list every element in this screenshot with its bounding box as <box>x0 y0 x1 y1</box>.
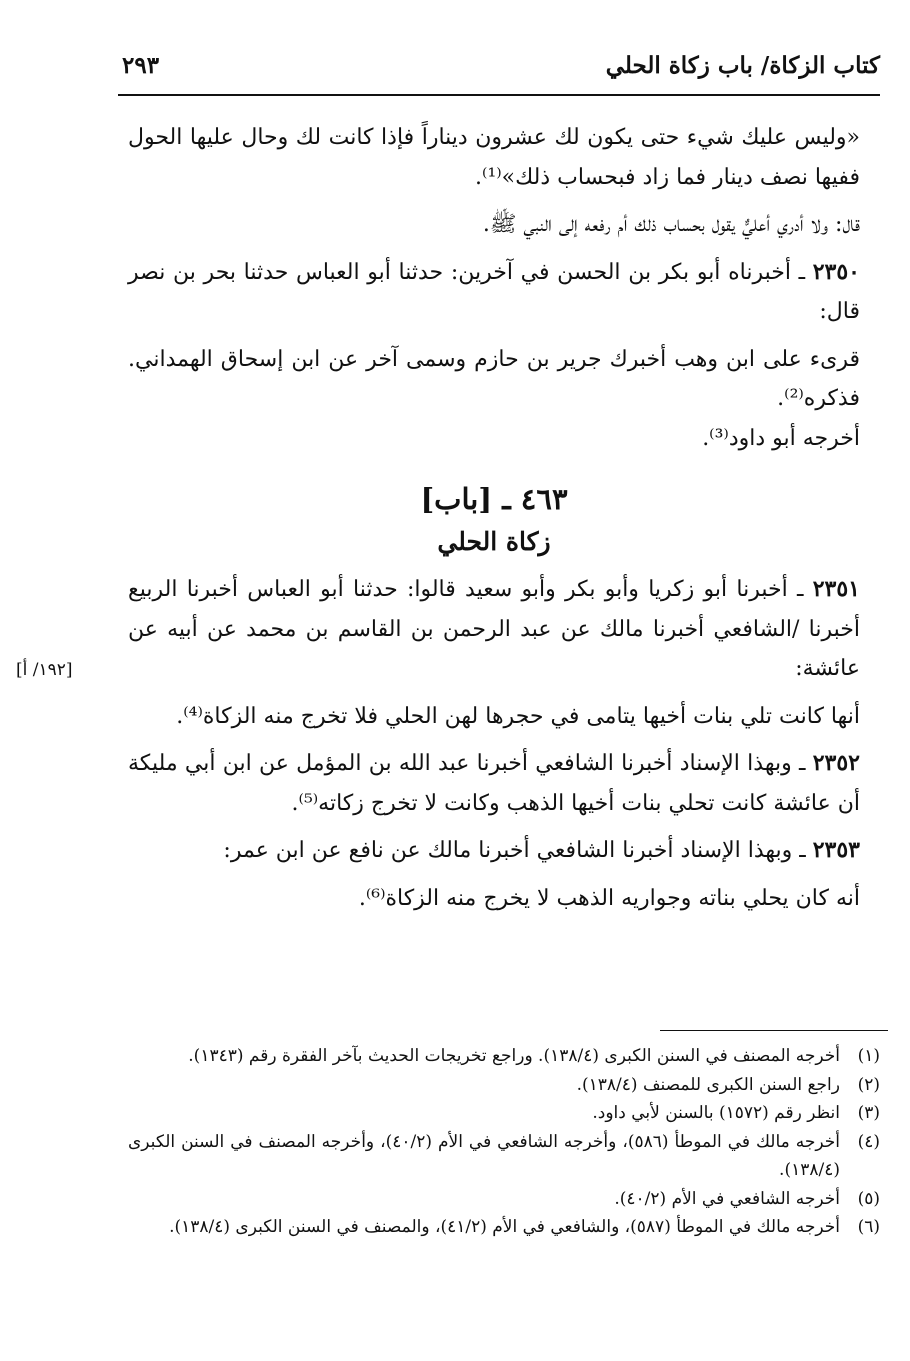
footnote-text: أخرجه مالك في الموطأ (٥٨٦)، وأخرجه الشافعي في الأم (٤٠/٢)، وأخرجه المصنف في السنن الكبرى (١٣٨/٤). <box>128 1131 840 1180</box>
hadith-2353 <box>128 831 860 871</box>
footnote-number: (٥) <box>857 1188 880 1209</box>
hadith-number: ٢٣٥١ <box>812 576 860 602</box>
hadith-isnad: ـ أخبرنا أبو زكريا وأبو بكر وأبو سعيد قالوا: حدثنا أبو العباس أخبرنا الربيع أخبرنا /الشافعي أخبرنا مالك عن عبد الرحمن بن القاسم بن محمد عن أبيه عن عائشة: <box>128 577 860 681</box>
hadith-2352 <box>128 744 860 823</box>
hadith-2351-matn: أنها كانت تلي بنات أخيها يتامى في حجرها لهن الحلي فلا تخرج منه الزكاة⁽⁴⁾. <box>176 703 860 729</box>
footnote <box>128 1213 880 1242</box>
page-header <box>118 38 880 96</box>
hadith-2350 <box>128 253 860 332</box>
hadith-number: ٢٣٥٢ <box>812 750 860 776</box>
hadith-text: ـ وبهذا الإسناد أخبرنا الشافعي أخبرنا عبد الله بن المؤمل عن ابن أبي مليكة أن عائشة كانت تحلي بنات أخيها الذهب وكانت لا تخرج زكاته⁽⁵⁾. <box>128 751 860 816</box>
footnote <box>128 1099 880 1128</box>
page-number: ٢٩٣ <box>122 52 160 79</box>
footnote-text: انظر رقم (١٥٧٢) بالسنن لأبي داود. <box>592 1103 840 1123</box>
footnote-number: (٦) <box>857 1217 880 1237</box>
section-heading: ٤٦٣ ـ [باب] <box>420 482 568 516</box>
footnote-text: أخرجه المصنف في السنن الكبرى (١٣٨/٤). وراجع تخريجات الحديث بآخر الفقرة رقم (١٣٤٣). <box>188 1046 840 1066</box>
footnote <box>128 1071 880 1100</box>
main-text <box>128 118 860 918</box>
section-subheading: زكاة الحلي <box>437 527 551 556</box>
footnote-number: (٤) <box>857 1131 880 1152</box>
footnote <box>128 1185 880 1214</box>
footnote-number: (١) <box>857 1046 880 1066</box>
footnote <box>128 1042 880 1071</box>
footnote-text: أخرجه الشافعي في الأم (٤٠/٢). <box>614 1188 840 1209</box>
footnote-text: راجع السنن الكبرى للمصنف (١٣٨/٤). <box>576 1074 840 1095</box>
takhrij-line: أخرجه أبو داود⁽³⁾. <box>702 425 860 451</box>
hadith-isnad: ـ أخبرناه أبو بكر بن الحسن في آخرين: حدثنا أبو العباس حدثنا بحر بن نصر قال: <box>128 259 860 324</box>
footnote-number: (٢) <box>857 1074 880 1095</box>
chapter-title: كتاب الزكاة/ باب زكاة الحلي <box>605 52 880 79</box>
hadith-2351 <box>128 570 860 689</box>
footnote <box>128 1128 880 1185</box>
hadith-isnad: ـ وبهذا الإسناد أخبرنا الشافعي أخبرنا مالك عن نافع عن ابن عمر: <box>223 838 806 863</box>
hadith-2353-matn: أنه كان يحلي بناته وجواريه الذهب لا يخرج منه الزكاة⁽⁶⁾. <box>358 885 860 911</box>
footnotes <box>128 1042 880 1242</box>
footnote-divider <box>660 1030 888 1031</box>
hadith-text-continued: «وليس عليك شيء حتى يكون لك عشرون ديناراً فإذا كانت لك وحال عليها الحول ففيها نصف دينار فما زاد فبحساب ذلك»⁽¹⁾. <box>128 125 860 190</box>
hadith-number: ٢٣٥٠ <box>812 258 860 285</box>
narrator-remark: قال: ولا أدري أعليٌّ يقول بحساب ذلك أم رفعه إلى النبي ﷺ. <box>482 212 860 237</box>
hadith-2350-matn: قرىء على ابن وهب أخبرك جرير بن حازم وسمى آخر عن ابن إسحاق الهمداني. فذكره⁽²⁾. <box>128 346 860 411</box>
hadith-number: ٢٣٥٣ <box>812 837 860 863</box>
manuscript-folio-marker: [١٩٢/ أ] <box>16 660 73 680</box>
footnote-number: (٣) <box>857 1103 880 1123</box>
footnote-text: أخرجه مالك في الموطأ (٥٨٧)، والشافعي في الأم (٤١/٢)، والمصنف في السنن الكبرى (١٣٨/٤). <box>169 1217 840 1237</box>
